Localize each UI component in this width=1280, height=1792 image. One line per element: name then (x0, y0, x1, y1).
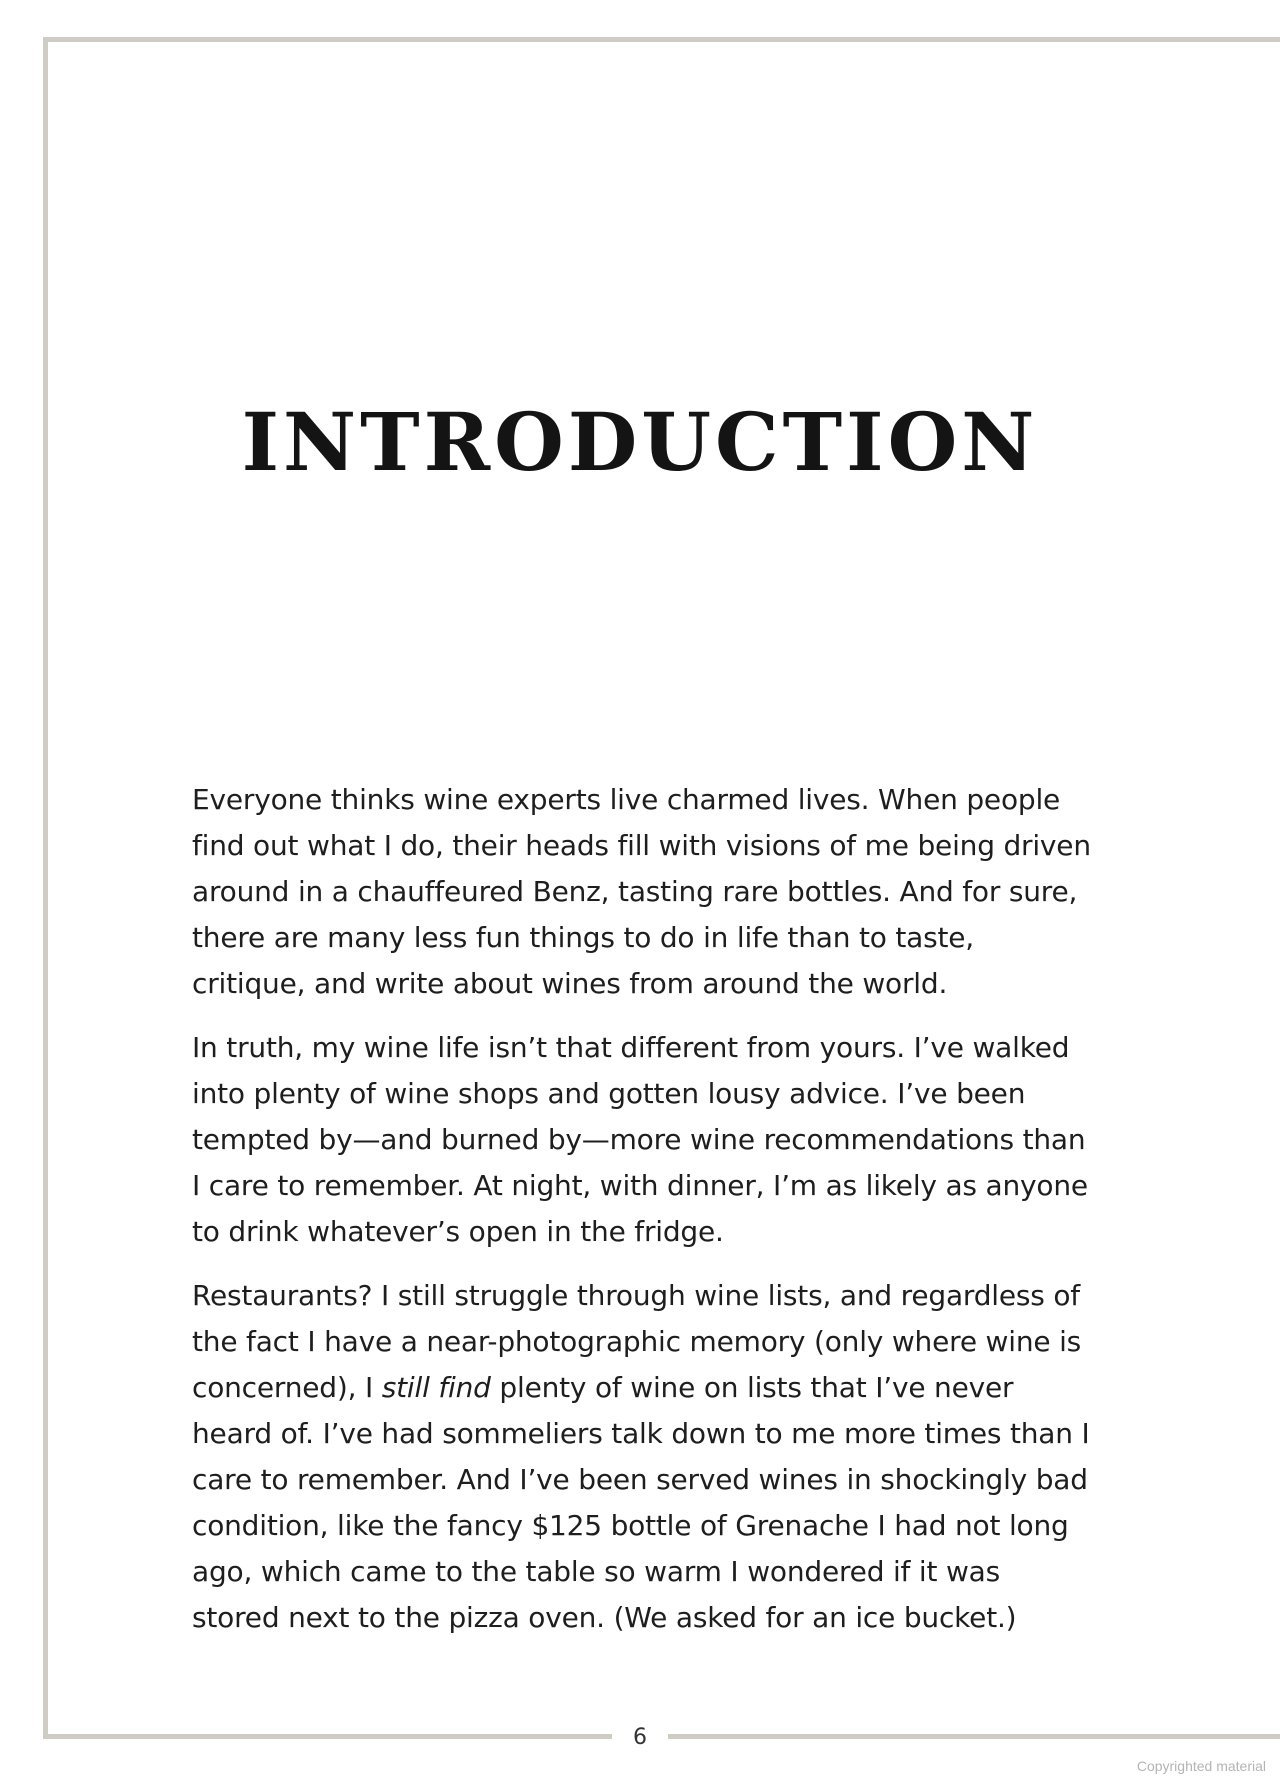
chapter-title: INTRODUCTION (241, 395, 1039, 489)
paragraph-3 (192, 1273, 1092, 1641)
paragraph-2: In truth, my wine life isn’t that different from yours. I’ve walked into plenty of wine shops and gotten lousy advice. I’ve been tempted by—and burned by—more wine recommendations than I care to remember. At night, with dinner, I’m as likely as anyone to drink whatever’s open in the fridge. (192, 1031, 1088, 1248)
paragraph-3-end: plenty of wine on lists that I’ve never heard of. I’ve had sommeliers talk down to me more times than I care to remember. And I’ve been served wines in shockingly bad condition, like the fancy $125 bottle of Grenache I had not long ago, which came to the table so warm I wondered if it was stored next to the pizza oven. (We asked for an ice bucket.) (192, 1371, 1090, 1634)
copyright-notice: Copyrighted material (1136, 1758, 1266, 1774)
paragraph-3-start: Restaurants? I still struggle through wine lists, and regardless of the fact I have a near-photographic memory (only where wine is concerned), I (192, 1279, 1082, 1404)
paragraph-1: Everyone thinks wine experts live charmed lives. When people find out what I do, their heads fill with visions of me being driven around in a chauffeured Benz, tasting rare bottles. And for sure, there are many less fun things to do in life than to taste, critique, and write about wines from around the world. (192, 783, 1091, 1000)
body-text (192, 777, 1092, 1659)
paragraph-3-emphasis: still find (381, 1371, 491, 1404)
page-number: 6 (612, 1723, 668, 1753)
